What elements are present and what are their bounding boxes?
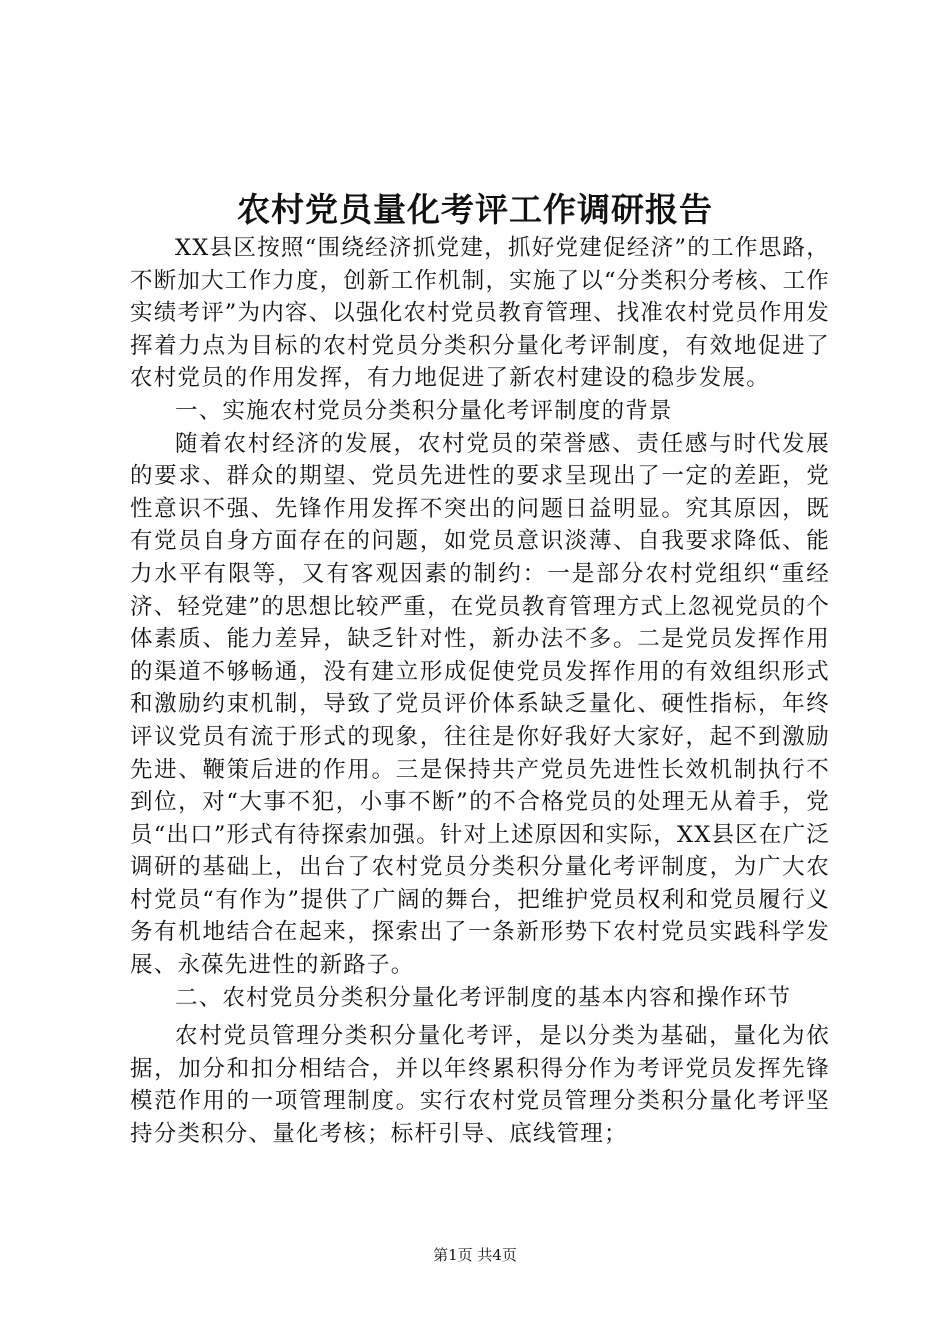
document-title: 农村党员量化考评工作调研报告 bbox=[237, 190, 713, 229]
paragraph-background: 随着农村经济的发展，农村党员的荣誉感、责任感与时代发展的要求、群众的期望、党员先进性的要求呈现出了一定的差距，党性意识不强、先锋作用发挥不突出的问题日益明显。究其原因，既有党员自身方面存在的问题，如党员意识淡薄、自我要求降低、能力水平有限等，又有客观因素的制约：一是部分农村党组织“重经济、轻党建”的思想比较严重，在党员教育管理方式上忽视党员的个体素质、能力差异，缺乏针对性，新办法不多。二是党员发挥作用的渠道不够畅通，没有建立形成促使党员发挥作用的有效组织形式和激励约束机制，导致了党员评价体系缺乏量化、硬性指标，年终评议党员有流于形式的现象，往往是你好我好大家好，起不到激励先进、鞭策后进的作用。三是保持共产党员先进性长效机制执行不到位，对“大事不犯，小事不断”的不合格党员的处理无从着手，党员“出口”形式有待探索加强。针对上述原因和实际，XX县区在广泛调研的基础上，出台了农村党员分类积分量化考评制度，为广大农村党员“有作为”提供了广阔的舞台，把维护党员权利和党员履行义务有机地结合在起来，探索出了一条新形势下农村党员实践科学发展、永葆先进性的新路子。 bbox=[130, 430, 831, 979]
page-number: 第1页 共4页 bbox=[433, 1246, 517, 1264]
paragraph-content: 农村党员管理分类积分量化考评，是以分类为基础，量化为依据，加分和扣分相结合，并以年终累积得分作为考评党员发挥先锋模范作用的一项管理制度。实行农村党员管理分类积分量化考评坚持分类积分、量化考核；标杆引导、底线管理； bbox=[130, 1023, 830, 1148]
document-body bbox=[130, 232, 830, 1151]
section-heading-2: 二、农村党员分类积分量化考评制度的基本内容和操作环节 bbox=[175, 984, 792, 1011]
section-heading-1: 一、实施农村党员分类积分量化考评制度的背景 bbox=[175, 397, 673, 424]
paragraph-intro: XX县区按照“围绕经济抓党建，抓好党建促经济”的工作思路，不断加大工作力度，创新工作机制，实施了以“分类积分考核、工作实绩考评”为内容、以强化农村党员教育管理、找准农村党员作用发挥着力点为目标的农村党员分类积分量化考评制度，有效地促进了农村党员的作用发挥，有力地促进了新农村建设的稳步发展。 bbox=[130, 235, 831, 392]
